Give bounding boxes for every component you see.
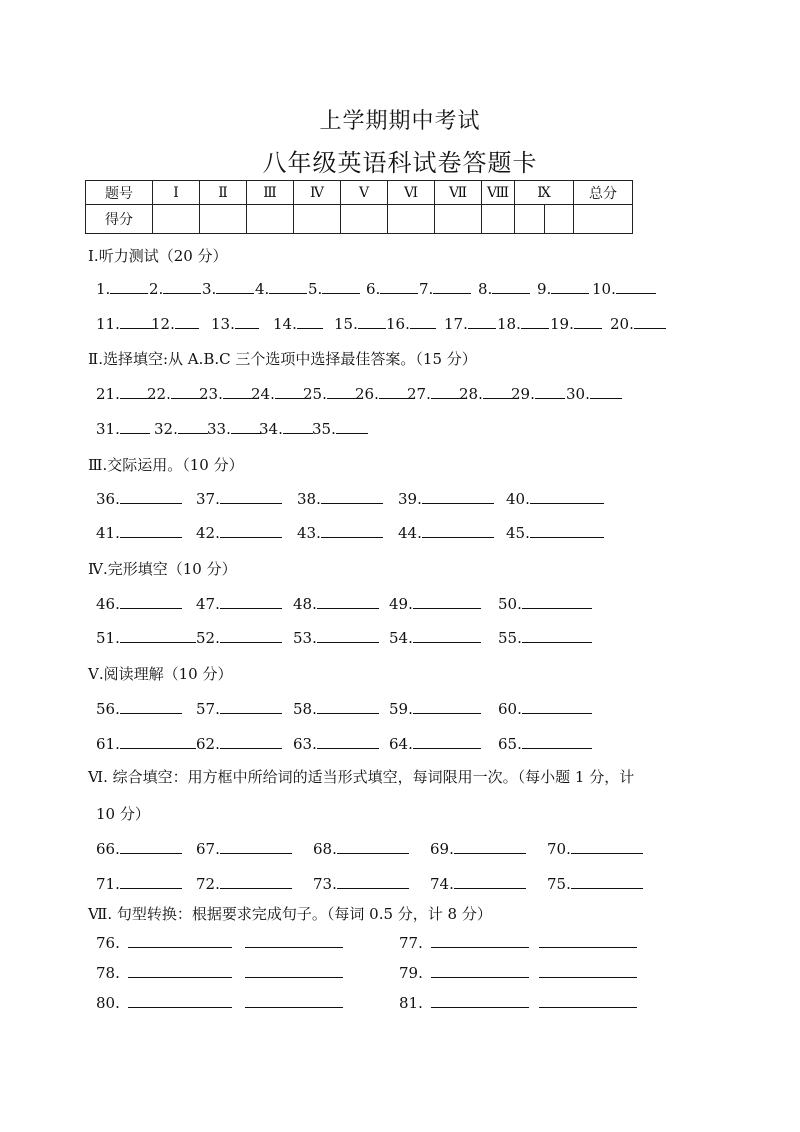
answer-blank[interactable] <box>245 993 343 1008</box>
answer-blank[interactable] <box>454 839 526 854</box>
answer-blank[interactable] <box>616 279 656 294</box>
answer-number: 37. <box>196 490 220 508</box>
answer-blank[interactable] <box>297 314 323 329</box>
answer-blank[interactable] <box>551 279 589 294</box>
answer-blank[interactable] <box>120 384 150 399</box>
answer-number: 16. <box>386 315 410 333</box>
answer-blank[interactable] <box>379 384 409 399</box>
answer-number: 52. <box>196 629 220 647</box>
answer-blank[interactable] <box>337 839 409 854</box>
answer-blank[interactable] <box>571 839 643 854</box>
answer-number: 69. <box>430 840 454 858</box>
score-cell-8[interactable] <box>482 205 515 234</box>
answer-blank[interactable] <box>454 874 526 889</box>
answer-blank[interactable] <box>317 628 379 643</box>
answer-number: 28. <box>459 385 483 403</box>
answer-blank[interactable] <box>530 523 604 538</box>
header-cell-section-9: Ⅸ <box>515 181 574 205</box>
answer-blank[interactable] <box>220 699 282 714</box>
header-cell-section-1: Ⅰ <box>153 181 200 205</box>
answer-number: 26. <box>355 385 379 403</box>
answer-blank[interactable] <box>422 523 494 538</box>
answer-blank[interactable] <box>410 314 436 329</box>
answer-blank[interactable] <box>431 993 529 1008</box>
answer-blank[interactable] <box>413 628 481 643</box>
answer-number: 63. <box>293 735 317 753</box>
answer-number: 33. <box>207 420 231 438</box>
answer-number: 70. <box>547 840 571 858</box>
answer-number: 78. <box>96 964 120 982</box>
answer-number: 65. <box>498 735 522 753</box>
answer-number: 55. <box>498 629 522 647</box>
answer-blank[interactable] <box>128 963 232 978</box>
answer-blank[interactable] <box>171 384 201 399</box>
answer-blank[interactable] <box>322 279 360 294</box>
answer-number: 31. <box>96 420 120 438</box>
answer-number: 23. <box>199 385 223 403</box>
score-cell-2[interactable] <box>200 205 247 234</box>
answer-number: 77. <box>399 934 423 952</box>
answer-number: 3. <box>202 280 217 298</box>
answer-number: 27. <box>407 385 431 403</box>
answer-number: 22. <box>147 385 171 403</box>
answer-blank[interactable] <box>571 874 643 889</box>
answer-blank[interactable] <box>120 874 182 889</box>
answer-number: 45. <box>506 524 530 542</box>
score-cell-4[interactable] <box>294 205 341 234</box>
answer-blank[interactable] <box>358 314 386 329</box>
answer-number: 56. <box>96 700 120 718</box>
answer-blank[interactable] <box>220 839 292 854</box>
answer-number: 32. <box>154 420 178 438</box>
answer-blank[interactable] <box>431 933 529 948</box>
answer-number: 10. <box>592 280 616 298</box>
answer-blank[interactable] <box>216 279 254 294</box>
answer-blank[interactable] <box>163 279 201 294</box>
answer-blank[interactable] <box>574 314 602 329</box>
answer-number: 5. <box>308 280 323 298</box>
answer-blank[interactable] <box>431 384 461 399</box>
answer-blank[interactable] <box>413 734 481 749</box>
answer-number: 36. <box>96 490 120 508</box>
answer-blank[interactable] <box>175 314 199 329</box>
header-cell-total: 总分 <box>574 181 633 205</box>
answer-number: 15. <box>334 315 358 333</box>
score-label: 得分 <box>86 205 153 234</box>
answer-number: 57. <box>196 700 220 718</box>
answer-number: 58. <box>293 700 317 718</box>
answer-blank[interactable] <box>235 314 259 329</box>
answer-number: 44. <box>398 524 422 542</box>
answer-number: 6. <box>366 280 381 298</box>
header-cell-section-2: Ⅱ <box>200 181 247 205</box>
answer-blank[interactable] <box>539 963 637 978</box>
answer-blank[interactable] <box>431 963 529 978</box>
answer-number: 76. <box>96 934 120 952</box>
answer-number: 25. <box>303 385 327 403</box>
answer-blank[interactable] <box>275 384 305 399</box>
answer-blank[interactable] <box>120 628 196 643</box>
answer-number: 14. <box>273 315 297 333</box>
answer-number: 9. <box>537 280 552 298</box>
answer-blank[interactable] <box>530 489 604 504</box>
answer-number: 81. <box>399 994 423 1012</box>
answer-blank[interactable] <box>539 993 637 1008</box>
answer-number: 64. <box>389 735 413 753</box>
score-cell-5[interactable] <box>341 205 388 234</box>
answer-number: 80. <box>96 994 120 1012</box>
answer-blank[interactable] <box>522 594 592 609</box>
answer-blank[interactable] <box>128 993 232 1008</box>
answer-blank[interactable] <box>220 874 292 889</box>
answer-blank[interactable] <box>120 839 182 854</box>
answer-number: 40. <box>506 490 530 508</box>
answer-blank[interactable] <box>245 963 343 978</box>
score-cell-1[interactable] <box>153 205 200 234</box>
answer-number: 4. <box>255 280 270 298</box>
score-cell-total[interactable] <box>574 205 633 234</box>
answer-number: 60. <box>498 700 522 718</box>
answer-number: 17. <box>444 315 468 333</box>
answer-number: 19. <box>550 315 574 333</box>
answer-blank[interactable] <box>468 314 496 329</box>
answer-blank[interactable] <box>120 314 154 329</box>
answer-blank[interactable] <box>380 279 418 294</box>
answer-blank[interactable] <box>337 874 409 889</box>
score-table-score-row <box>86 205 633 234</box>
answer-number: 75. <box>547 875 571 893</box>
answer-number: 66. <box>96 840 120 858</box>
answer-number: 50. <box>498 595 522 613</box>
header-cell-section-8: Ⅷ <box>482 181 515 205</box>
section-2-heading: Ⅱ.选择填空:从 A.B.C 三个选项中选择最佳答案。（15 分） <box>88 350 477 368</box>
answer-blank[interactable] <box>120 699 182 714</box>
section-7-heading: Ⅶ. 句型转换：根据要求完成句子。（每词 0.5 分，计 8 分） <box>88 905 492 923</box>
answer-blank[interactable] <box>317 734 379 749</box>
answer-blank[interactable] <box>220 489 282 504</box>
answer-number: 71. <box>96 875 120 893</box>
answer-blank[interactable] <box>120 734 196 749</box>
answer-number: 21. <box>96 385 120 403</box>
answer-blank[interactable] <box>634 314 666 329</box>
answer-number: 20. <box>610 315 634 333</box>
answer-blank[interactable] <box>422 489 494 504</box>
answer-blank[interactable] <box>220 734 282 749</box>
answer-blank[interactable] <box>336 419 368 434</box>
answer-number: 7. <box>419 280 434 298</box>
header-cell-section-4: Ⅳ <box>294 181 341 205</box>
answer-blank[interactable] <box>220 594 282 609</box>
answer-blank[interactable] <box>231 419 261 434</box>
section-5-heading: Ⅴ.阅读理解（10 分） <box>88 665 233 683</box>
answer-number: 72. <box>196 875 220 893</box>
answer-number: 62. <box>196 735 220 753</box>
answer-number: 47. <box>196 595 220 613</box>
answer-blank[interactable] <box>128 933 232 948</box>
answer-number: 18. <box>497 315 521 333</box>
section-1-heading: Ⅰ.听力测试（20 分） <box>88 247 228 265</box>
answer-number: 41. <box>96 524 120 542</box>
header-cell-section-5: Ⅴ <box>341 181 388 205</box>
answer-number: 49. <box>389 595 413 613</box>
answer-blank[interactable] <box>535 384 565 399</box>
answer-number: 35. <box>312 420 336 438</box>
answer-blank[interactable] <box>413 594 481 609</box>
answer-blank[interactable] <box>522 628 592 643</box>
answer-blank[interactable] <box>521 314 549 329</box>
answer-number: 43. <box>297 524 321 542</box>
answer-number: 48. <box>293 595 317 613</box>
answer-number: 24. <box>251 385 275 403</box>
answer-blank[interactable] <box>110 279 148 294</box>
answer-blank[interactable] <box>269 279 307 294</box>
answer-number: 68. <box>313 840 337 858</box>
header-cell-section-3: Ⅲ <box>247 181 294 205</box>
answer-number: 67. <box>196 840 220 858</box>
answer-number: 12. <box>151 315 175 333</box>
answer-blank[interactable] <box>120 523 182 538</box>
answer-blank[interactable] <box>223 384 253 399</box>
score-cell-6[interactable] <box>388 205 435 234</box>
answer-number: 8. <box>478 280 493 298</box>
answer-blank[interactable] <box>483 384 513 399</box>
score-cell-9b[interactable] <box>544 205 574 234</box>
answer-blank[interactable] <box>539 933 637 948</box>
answer-number: 2. <box>149 280 164 298</box>
answer-blank[interactable] <box>327 384 357 399</box>
answer-number: 61. <box>96 735 120 753</box>
answer-number: 53. <box>293 629 317 647</box>
answer-number: 30. <box>566 385 590 403</box>
score-table-header-row <box>86 181 633 205</box>
section-6-heading-continued: 10 分） <box>96 805 150 823</box>
answer-blank[interactable] <box>220 523 282 538</box>
answer-blank[interactable] <box>433 279 471 294</box>
answer-blank[interactable] <box>245 933 343 948</box>
section-4-heading: Ⅳ.完形填空（10 分） <box>88 560 237 578</box>
header-cell-section-7: Ⅶ <box>435 181 482 205</box>
answer-blank[interactable] <box>120 419 150 434</box>
answer-blank[interactable] <box>321 523 383 538</box>
answer-blank[interactable] <box>522 699 592 714</box>
answer-blank[interactable] <box>220 628 282 643</box>
answer-number: 74. <box>430 875 454 893</box>
answer-blank[interactable] <box>413 699 481 714</box>
answer-number: 51. <box>96 629 120 647</box>
score-cell-9a[interactable] <box>515 205 545 234</box>
answer-number: 54. <box>389 629 413 647</box>
answer-sheet-title: 八年级英语科试卷答题卡 <box>262 149 538 177</box>
exam-title: 上学期期中考试 <box>319 109 481 134</box>
answer-number: 38. <box>297 490 321 508</box>
section-3-heading: Ⅲ.交际运用。（10 分） <box>88 456 244 474</box>
answer-number: 34. <box>259 420 283 438</box>
answer-blank[interactable] <box>120 489 182 504</box>
answer-blank[interactable] <box>492 279 530 294</box>
header-cell-section-6: Ⅵ <box>388 181 435 205</box>
answer-number: 73. <box>313 875 337 893</box>
answer-number: 42. <box>196 524 220 542</box>
answer-number: 13. <box>211 315 235 333</box>
answer-blank[interactable] <box>317 594 379 609</box>
answer-number: 11. <box>96 315 120 333</box>
answer-number: 29. <box>511 385 535 403</box>
score-cell-7[interactable] <box>435 205 482 234</box>
score-cell-3[interactable] <box>247 205 294 234</box>
answer-number: 59. <box>389 700 413 718</box>
answer-blank[interactable] <box>321 489 383 504</box>
answer-blank[interactable] <box>590 384 622 399</box>
answer-number: 1. <box>96 280 111 298</box>
answer-number: 46. <box>96 595 120 613</box>
answer-blank[interactable] <box>317 699 379 714</box>
header-cell-question-number: 题号 <box>86 181 153 205</box>
answer-blank[interactable] <box>522 734 592 749</box>
answer-blank[interactable] <box>283 419 313 434</box>
answer-blank[interactable] <box>178 419 208 434</box>
answer-number: 79. <box>399 964 423 982</box>
score-table <box>85 180 633 234</box>
answer-number: 39. <box>398 490 422 508</box>
section-6-heading: Ⅵ. 综合填空：用方框中所给词的适当形式填空，每词限用一次。（每小题 1 分，计 <box>88 768 635 786</box>
answer-blank[interactable] <box>120 594 182 609</box>
